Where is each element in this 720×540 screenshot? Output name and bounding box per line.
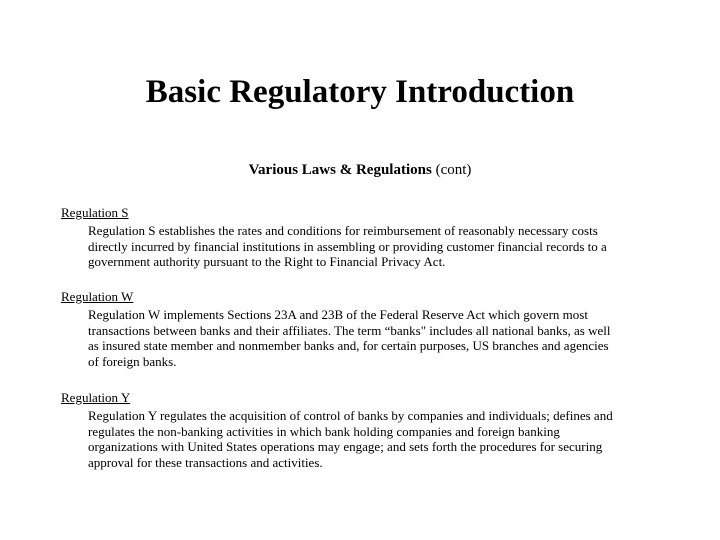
body-line: government authority pursuant to the Right to Financial Privacy Act.: [88, 254, 446, 269]
body-line: of foreign banks.: [88, 353, 177, 369]
section-regulation-w: [61, 289, 671, 369]
slide-title: Basic Regulatory Introduction: [145, 74, 575, 110]
section-heading: Regulation S: [61, 205, 129, 220]
body-line: approval for these transactions and activities.: [88, 454, 323, 470]
body-line: Regulation S establishes the rates and conditions for reimbursement of reasonably necessary costs: [88, 223, 598, 238]
section-regulation-s: [61, 205, 671, 270]
section-regulation-y: [61, 390, 671, 470]
body-line: Regulation W implements Sections 23A and 23B of the Federal Reserve Act which govern most: [88, 307, 588, 322]
body-line: Regulation Y regulates the acquisition of control of banks by companies and individuals; defines and: [88, 408, 613, 423]
body-line: transactions between banks and their affiliates. The term “banks" includes all national banks, as well: [88, 322, 611, 338]
section-heading: Regulation Y: [61, 390, 131, 405]
body-line: organizations with United States operations may engage; and sets forth the procedures for securing: [88, 439, 603, 454]
body-line: as insured state member and nonmember banks and, for certain purposes, US branches and agencies: [88, 338, 609, 353]
section-heading: Regulation W: [61, 289, 134, 304]
subtitle-cont: (cont): [435, 162, 472, 178]
body-line: regulates the non-banking activities in which bank holding companies and foreign banking: [88, 423, 560, 439]
body-line: directly incurred by financial institutions in assembling or providing customer financial records to a: [88, 238, 607, 254]
subtitle-bold: Various Laws & Regulations: [248, 162, 432, 178]
slide-subtitle: [0, 162, 720, 179]
